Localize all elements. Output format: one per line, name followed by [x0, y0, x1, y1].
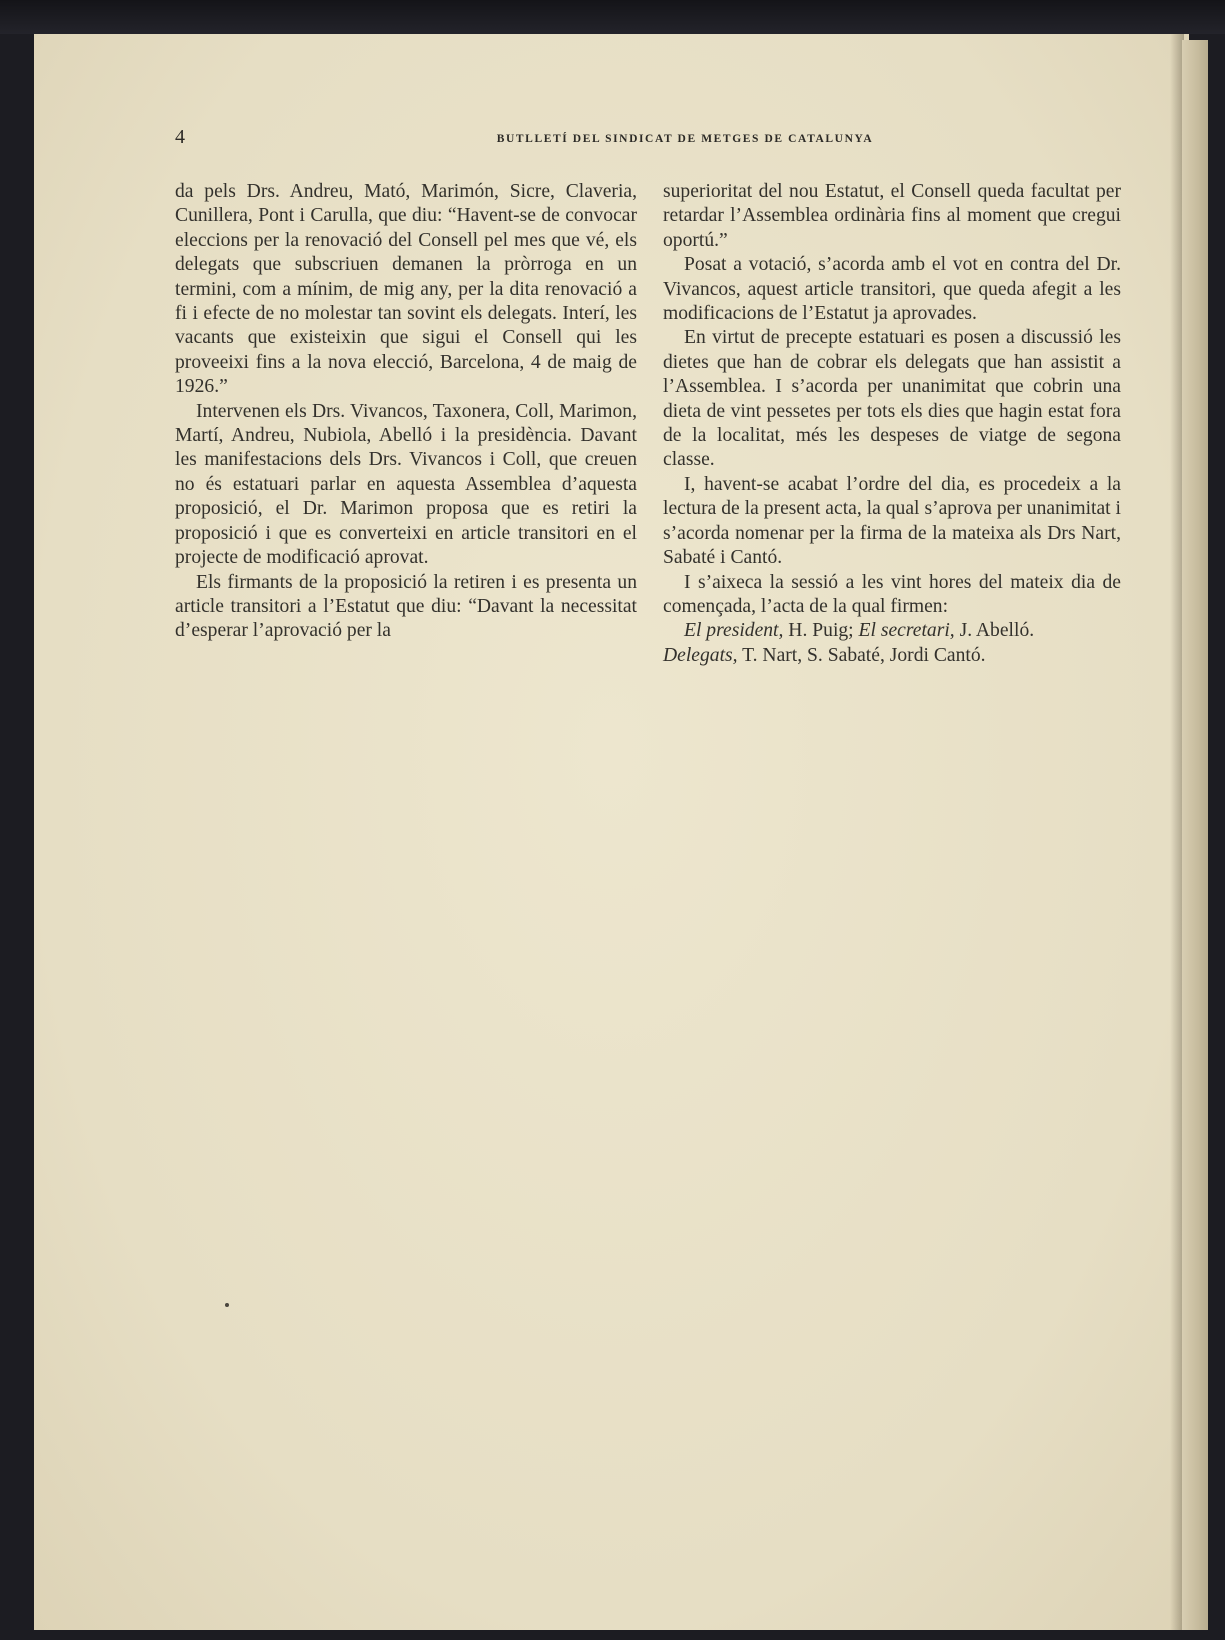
left-column — [175, 180, 637, 644]
paragraph: da pels Drs. Andreu, Mató, Marimón, Sicre, Claveria, Cunillera, Pont i Carulla, que diu: “Havent-se de convocar eleccions per la renovació del Consell pel mes que vé, els delegats que subscriuen demanen la pròrroga en un termini, com a mínim, de mig any, per la dita renovació a fi i efecte de no molestar tan sovint els delegats. Interí, les vacants que existeixin que sigui el Consell qui les proveeixi fins a la nova elecció, Barcelona, 4 de maig de 1926.” — [175, 181, 637, 398]
page-number: 4 — [175, 126, 185, 148]
ink-speck — [225, 1303, 229, 1307]
paragraph: superioritat del nou Estatut, el Consell queda facultat per retardar l’Assemblea ordinària fins al moment que cregui oportú.” — [663, 181, 1121, 251]
signature-role: El president, — [684, 620, 784, 642]
right-column — [663, 180, 1121, 668]
paragraph: I, havent-se acabat l’ordre del dia, es procedeix a la lectura de la present acta, la qual s’aprova per unanimitat i s’acorda nomenar per la firma de la mateixa als Drs Nart, Sabaté i Cantó. — [663, 473, 1121, 569]
signature-line — [663, 619, 1121, 643]
scan-border — [0, 0, 1225, 34]
signature-name: T. Nart, S. Sabaté, Jordi Cantó. — [737, 644, 986, 666]
page-header — [170, 126, 1090, 152]
signature-name: H. Puig; — [783, 620, 859, 642]
paragraph: Els firmants de la proposició la retiren i es presenta un article transitori a l’Estatut que diu: “Davant la necessitat d’esperar l’aprovació per la — [175, 571, 637, 642]
paragraph: Posat a votació, s’acorda amb el vot en contra del Dr. Vivancos, aquest article transitori, que queda afegit a les modificacions de l’Estatut ja aprovades. — [663, 254, 1121, 325]
page-edge — [1182, 40, 1208, 1630]
paragraph: I s’aixeca la sessió a les vint hores del mateix dia de començada, l’acta de la qual firmen: — [663, 571, 1121, 617]
signature-line — [663, 644, 1121, 668]
paragraph: En virtut de precepte estatuari es posen a discussió les dietes que han de cobrar els delegats que han assistit a l’Assemblea. I s’acorda per unanimitat que cobrin una dieta de vint pessetes per tots els dies que hagin estat fora de la localitat, més les despeses de viatge de segona classe. — [663, 327, 1121, 471]
paragraph: Intervenen els Drs. Vivancos, Taxonera, Coll, Marimon, Martí, Andreu, Nubiola, Abelló i la presidència. Davant les manifestacions dels Drs. Vivancos i Coll, que creuen no és estatuari parlar en aquesta Assemblea d’aquesta proposició, el Dr. Marimon proposa que es retiri la proposició i que es converteixi en article transitori en el projecte de modificació aprovat. — [175, 400, 637, 569]
signature-role: El secretari, — [858, 620, 955, 642]
signature-role: Delegats, — [663, 644, 738, 666]
running-title: BUTLLETÍ DEL SINDICAT DE METGES DE CATALUNYA — [496, 133, 874, 145]
signature-name: J. Abelló. — [954, 620, 1035, 642]
